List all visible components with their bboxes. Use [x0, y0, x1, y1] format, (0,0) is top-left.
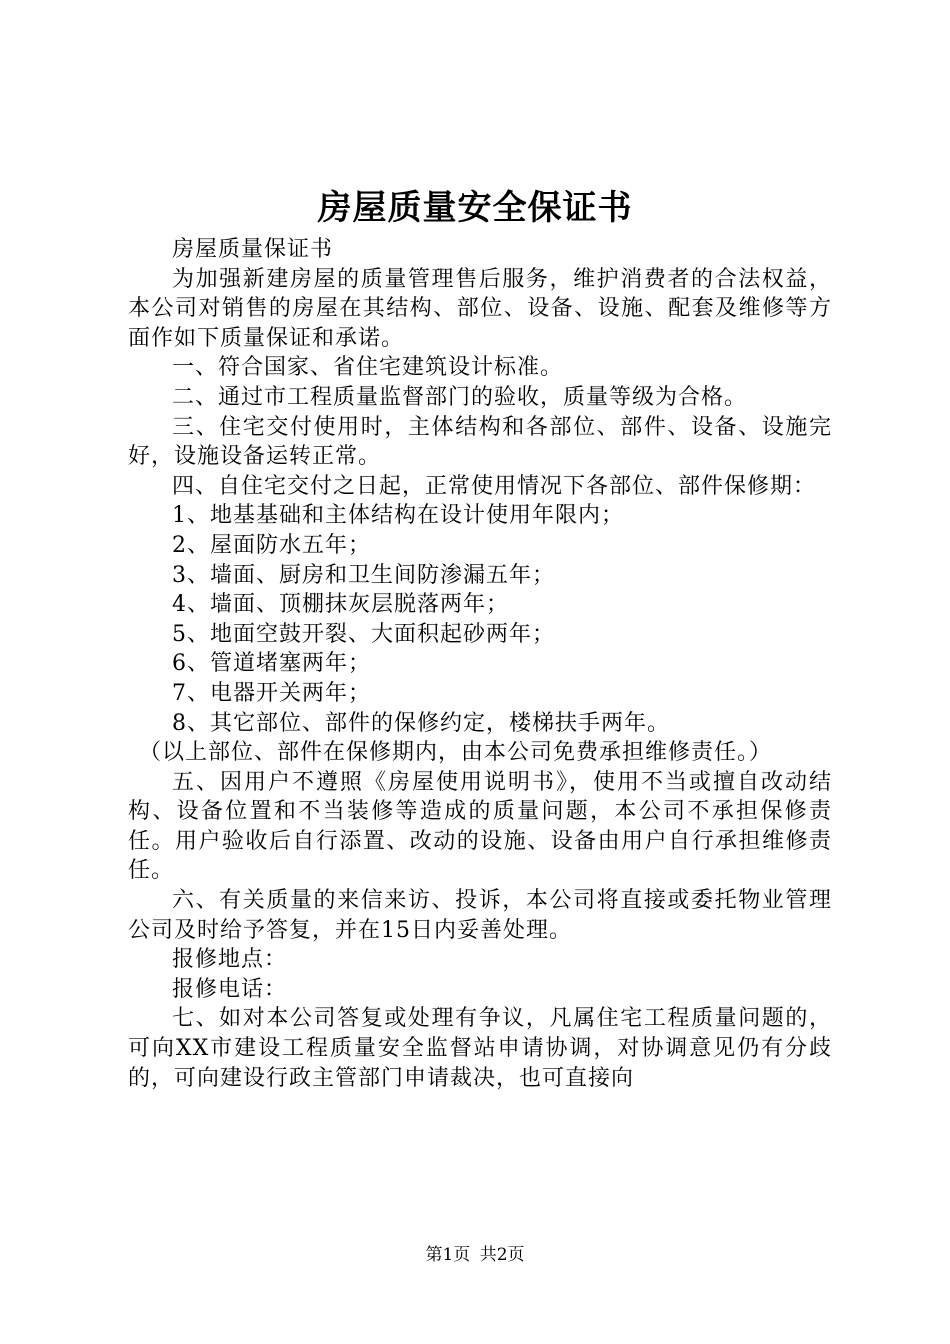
paragraph-item-4: 四、自住宅交付之日起，正常使用情况下各部位、部件保修期：: [172, 473, 817, 499]
paragraph-item-1: 一、符合国家、省住宅建筑设计标准。: [172, 355, 564, 381]
warranty-item: 1、地基基础和主体结构在设计使用年限内；: [172, 503, 624, 529]
page-footer: [0, 1243, 950, 1267]
document-title: 房屋质量安全保证书: [317, 188, 633, 228]
warranty-item: 5、地面空鼓开裂、大面积起砂两年；: [172, 621, 555, 647]
repair-phone: 报修电话：: [172, 976, 288, 1002]
page-number: 第1页: [425, 1245, 471, 1265]
document-body: [128, 235, 832, 1093]
warranty-item: 2、屋面防水五年；: [172, 532, 371, 558]
paragraph-item-3: 三、住宅交付使用时，主体结构和各部位、部件、设备、设施完好，设施设备运转正常。: [128, 414, 832, 470]
repair-location: 报修地点：: [172, 947, 288, 973]
paragraph-item-7: 七、如对本公司答复或处理有争议，凡属住宅工程质量问题的，可向XX市建设工程质量安全监督站申请协调，对协调意见仍有分歧的，可向建设行政主管部门申请裁决，也可直接向: [128, 1006, 832, 1091]
warranty-item: 6、管道堵塞两年；: [172, 651, 371, 677]
page-total: 共2页: [479, 1245, 525, 1265]
warranty-item: 4、墙面、顶棚抹灰层脱落两年；: [172, 592, 509, 618]
paragraph-item-6: 六、有关质量的来信来访、投诉，本公司将直接或委托物业管理公司及时给予答复，并在15日内妥善处理。: [128, 888, 832, 943]
warranty-item: 8、其它部位、部件的保修约定，楼梯扶手两年。: [172, 710, 670, 736]
paragraph-intro: 为加强新建房屋的质量管理售后服务，维护消费者的合法权益，本公司对销售的房屋在其结构、部位、设备、设施、配套及维修等方面作如下质量保证和承诺。: [128, 266, 832, 351]
paragraph-item-2: 二、通过市工程质量监督部门的验收，质量等级为合格。: [172, 384, 748, 410]
warranty-item: 7、电器开关两年；: [172, 680, 371, 706]
paragraph-subtitle: 房屋质量保证书: [172, 237, 334, 262]
paragraph-item-5: 五、因用户不遵照《房屋使用说明书》，使用不当或擅自改动结构、设备位置和不当装修等造成的质量问题，本公司不承担保修责任。用户验收后自行添置、改动的设施、设备由用户自行承担维修责任。: [128, 769, 832, 884]
warranty-note: （以上部位、部件在保修期内，由本公司免费承担维修责任。）: [139, 740, 773, 766]
warranty-item: 3、墙面、厨房和卫生间防渗漏五年；: [172, 562, 555, 588]
